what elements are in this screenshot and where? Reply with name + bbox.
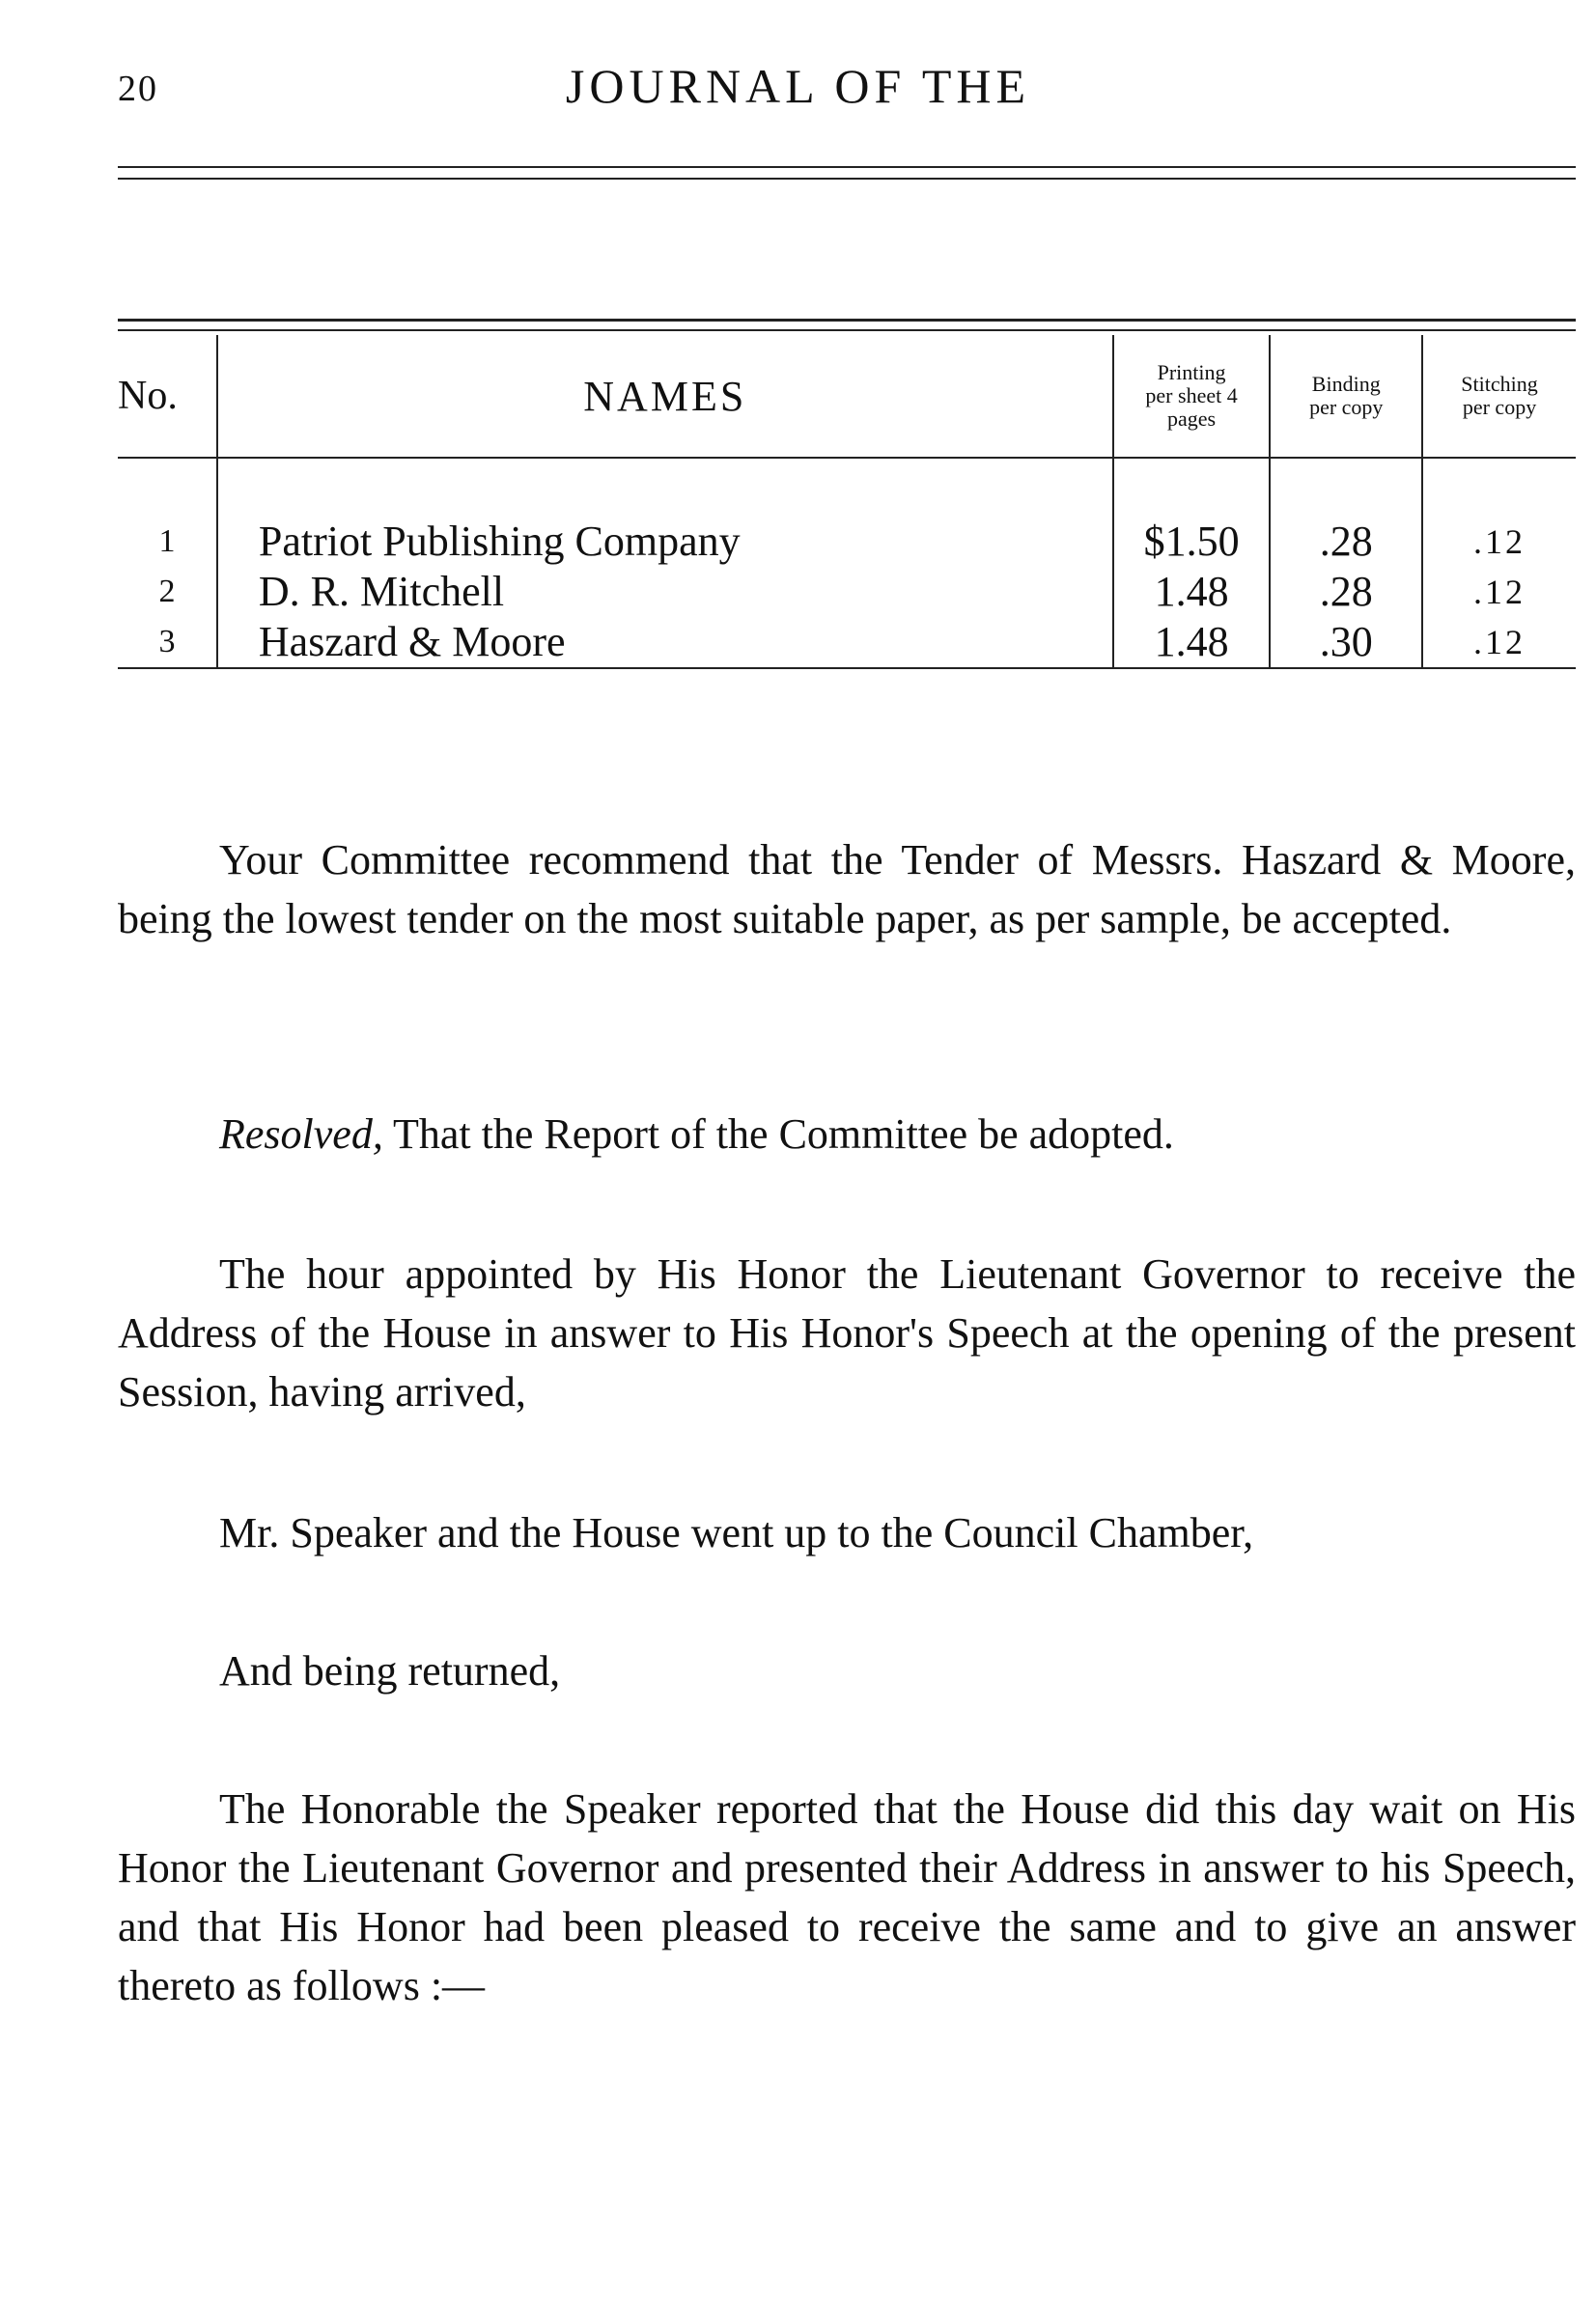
paragraph-hour-appointed (118, 1245, 1576, 1421)
row-printing: 1.48 (1113, 567, 1271, 617)
row-printing: 1.48 (1113, 617, 1271, 668)
header-printing (1113, 335, 1271, 458)
header-stitching-line2: per copy (1462, 395, 1537, 419)
resolution-text: That the Report of the Committee be adopted. (382, 1110, 1174, 1158)
row-no: 2 (158, 574, 176, 609)
paragraph-council-chamber (118, 1503, 1576, 1562)
tender-table-container (118, 319, 1576, 669)
page-number: 20 (118, 69, 158, 109)
row-binding: .28 (1270, 458, 1422, 567)
paragraph-resolution (118, 1105, 1576, 1164)
paragraph-text: Your Committee recommend that the Tender of Messrs. Haszard & Moore, being the lowest tender on the most suitable paper, as per sample, be accepted. (118, 836, 1576, 942)
header-binding (1270, 335, 1422, 458)
row-stitching: .12 (1422, 617, 1576, 668)
row-no: 1 (158, 523, 176, 559)
row-no: 3 (118, 617, 217, 668)
header-printing-line3: pages (1167, 407, 1217, 431)
paragraph-text: Mr. Speaker and the House went up to the Council Chamber, (219, 1509, 1254, 1556)
table-row (118, 617, 1576, 668)
running-head: JOURNAL OF THE (565, 59, 1031, 113)
resolved-label: Resolved, (219, 1110, 383, 1158)
header-no: No. (118, 335, 217, 458)
row-binding: .30 (1270, 617, 1422, 668)
header-binding-line2: per copy (1309, 395, 1384, 419)
header-rule (118, 166, 1576, 180)
row-name: D. R. Mitchell (217, 567, 1113, 617)
paragraph-text: The Honorable the Speaker reported that the House did this day wait on His Honor the Lieutenant Governor and presented their Address in answer to his Speech, and that His Honor had been pleased to receive the same and to give an answer thereto as follows :— (118, 1785, 1576, 2009)
row-printing: $1.50 (1113, 458, 1271, 567)
header-printing-line2: per sheet 4 (1145, 383, 1238, 407)
row-stitching: .12 (1422, 567, 1576, 617)
header-stitching (1422, 335, 1576, 458)
paragraph-speaker-report (118, 1780, 1576, 2015)
tender-table (118, 335, 1576, 669)
paragraph-text (118, 1105, 1576, 1164)
header-binding-line1: Binding (1311, 372, 1381, 396)
row-stitching: .12 (1422, 458, 1576, 567)
row-name: Haszard & Moore (217, 617, 1113, 668)
paragraph-text: And being returned, (219, 1647, 561, 1695)
table-header-row (118, 335, 1576, 458)
row-name: Patriot Publishing Company (217, 458, 1113, 567)
header-stitching-line1: Stitching (1461, 372, 1538, 396)
table-row (118, 458, 1576, 567)
paragraph-committee-recommendation (118, 830, 1576, 948)
table-row (118, 567, 1576, 617)
paragraph-returned (118, 1641, 1576, 1700)
paragraph-text: The hour appointed by His Honor the Lieutenant Governor to receive the Address of the House in answer to His Honor's Speech at the opening of the present Session, having arrived, (118, 1250, 1576, 1416)
row-binding: .28 (1270, 567, 1422, 617)
header-names: NAMES (217, 335, 1113, 458)
header-printing-line1: Printing (1157, 360, 1226, 384)
